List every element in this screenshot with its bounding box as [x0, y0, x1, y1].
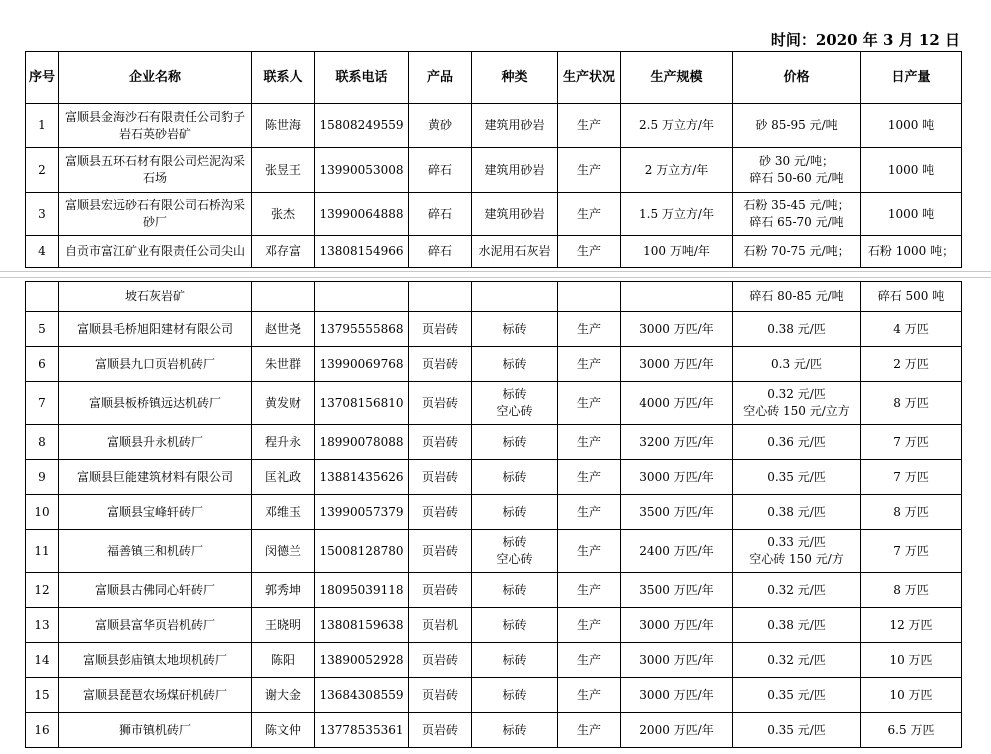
- cell-name: 富顺县彭庙镇太地坝机砖厂: [59, 643, 252, 678]
- cell-no: 14: [26, 643, 59, 678]
- cell-product: 页岩机: [409, 608, 472, 643]
- cell-name: 富顺县宝峰轩砖厂: [59, 495, 252, 530]
- cell-no: 16: [26, 713, 59, 748]
- cell-scale: 3000 万匹/年: [621, 460, 733, 495]
- cell-kind: [472, 530, 558, 573]
- cell-contact: 程升永: [252, 425, 315, 460]
- cell-phone: 18095039118: [315, 573, 409, 608]
- cell-output: 8 万匹: [861, 382, 962, 425]
- cell-price-line: 0.32 元/匹: [767, 582, 826, 597]
- cell-price: [733, 460, 861, 495]
- cell-price: [733, 530, 861, 573]
- cell-scale: 3000 万匹/年: [621, 347, 733, 382]
- cell-scale: 3500 万匹/年: [621, 495, 733, 530]
- cell-price-line: 0.35 元/匹: [767, 469, 826, 484]
- cell-no: 12: [26, 573, 59, 608]
- cell-status: 生产: [558, 495, 621, 530]
- header-product: 产品: [409, 52, 472, 104]
- cell-phone: 18990078088: [315, 425, 409, 460]
- cell-phone: 15808249559: [315, 104, 409, 148]
- cell-phone: 13778535361: [315, 713, 409, 748]
- table-row: [26, 530, 962, 573]
- header-name: 企业名称: [59, 52, 252, 104]
- cell-phone: 13990053008: [315, 148, 409, 193]
- cell-kind-line: 标砖: [502, 387, 527, 401]
- cell-kind: 建筑用砂岩: [472, 193, 558, 236]
- cell-kind: 水泥用石灰岩: [472, 236, 558, 268]
- cell-output: 碎石 500 吨: [861, 282, 962, 312]
- cell-output: 石粉 1000 吨；: [861, 236, 962, 268]
- cell-status: 生产: [558, 713, 621, 748]
- header-price: 价格: [733, 52, 861, 104]
- cell-name: 富顺县金海沙石有限责任公司豹子岩石英砂岩矿: [59, 104, 252, 148]
- cell-kind: [472, 678, 558, 713]
- cell-contact: 陈阳: [252, 643, 315, 678]
- cell-scale: 2 万立方/年: [621, 148, 733, 193]
- cell-kind: [472, 643, 558, 678]
- cell-scale: 3000 万匹/年: [621, 678, 733, 713]
- cell-price: [733, 573, 861, 608]
- cell-status: 生产: [558, 148, 621, 193]
- cell-price-line: 0.33 元/匹: [767, 535, 826, 549]
- cell-name: 富顺县宏远砂石有限公司石桥沟采砂厂: [59, 193, 252, 236]
- table-row: [26, 193, 962, 236]
- cell-kind-line: 标砖: [502, 687, 527, 702]
- header-row: [26, 52, 962, 104]
- cell-no: 10: [26, 495, 59, 530]
- cell-scale: 3500 万匹/年: [621, 573, 733, 608]
- header-kind: 种类: [472, 52, 558, 104]
- cell-product: 页岩砖: [409, 713, 472, 748]
- cell-status: 生产: [558, 382, 621, 425]
- cell-contact: 陈世海: [252, 104, 315, 148]
- table-row: [26, 382, 962, 425]
- table-row: [26, 425, 962, 460]
- cell-status: 生产: [558, 312, 621, 347]
- table-row: [26, 104, 962, 148]
- cell-output: 10 万匹: [861, 678, 962, 713]
- cell-price-line: 0.38 元/匹: [767, 504, 826, 519]
- cell-phone: 13990069768: [315, 347, 409, 382]
- cell-status: 生产: [558, 643, 621, 678]
- cell-price-line: 石粉 35-45 元/吨；: [743, 198, 850, 212]
- cell-price: [733, 193, 861, 236]
- cell-kind: [472, 382, 558, 425]
- cell-status: 生产: [558, 236, 621, 268]
- enterprise-table-part2: [25, 281, 962, 748]
- cell-no: 15: [26, 678, 59, 713]
- cell-kind: [472, 312, 558, 347]
- table-row: [26, 312, 962, 347]
- cell-phone: 15008128780: [315, 530, 409, 573]
- cell-name: 富顺县琵琶农场煤矸机砖厂: [59, 678, 252, 713]
- cell-price: 碎石 80-85 元/吨: [733, 282, 861, 312]
- cell-contact: 张昱王: [252, 148, 315, 193]
- cell-output: 4 万匹: [861, 312, 962, 347]
- cell-phone: 13808159638: [315, 608, 409, 643]
- cell-kind: [472, 460, 558, 495]
- cell-price-line: 0.3 元/匹: [771, 356, 822, 371]
- cell-name: 富顺县古佛同心轩砖厂: [59, 573, 252, 608]
- cell-product: 页岩砖: [409, 347, 472, 382]
- cell-contact: 闵德兰: [252, 530, 315, 573]
- cell-status: 生产: [558, 104, 621, 148]
- cell-kind: [472, 495, 558, 530]
- cell-status: 生产: [558, 573, 621, 608]
- cell-no: 11: [26, 530, 59, 573]
- cell-product: 碎石: [409, 148, 472, 193]
- cell-price-line: 碎石 65-70 元/吨: [749, 215, 844, 229]
- cell-price-line: 0.35 元/匹: [767, 722, 826, 737]
- cell-no: 3: [26, 193, 59, 236]
- cell-name: 坡石灰岩矿: [59, 282, 252, 312]
- cell-product: 页岩砖: [409, 530, 472, 573]
- cell-price-line: 0.32 元/匹: [767, 652, 826, 667]
- cell-contact: 黄发财: [252, 382, 315, 425]
- cell-kind: [472, 425, 558, 460]
- cell-no: 13: [26, 608, 59, 643]
- cell-contact: 陈文仲: [252, 713, 315, 748]
- cell-contact: 王晓明: [252, 608, 315, 643]
- cell-product: 页岩砖: [409, 495, 472, 530]
- cell-status: 生产: [558, 193, 621, 236]
- cell-contact: 邓维玉: [252, 495, 315, 530]
- cell-no: 9: [26, 460, 59, 495]
- cell-price: [733, 643, 861, 678]
- cell-price-line: 0.32 元/匹: [767, 387, 826, 401]
- cell-phone: 13881435626: [315, 460, 409, 495]
- cell-contact: 张杰: [252, 193, 315, 236]
- table-row: [26, 608, 962, 643]
- cell-output: 1000 吨: [861, 148, 962, 193]
- cell-status: 生产: [558, 530, 621, 573]
- cell-name: 富顺县毛桥旭阳建材有限公司: [59, 312, 252, 347]
- cell-price: [733, 148, 861, 193]
- header-phone: 联系电话: [315, 52, 409, 104]
- cell-contact: 谢大金: [252, 678, 315, 713]
- enterprise-table-part1: [25, 51, 962, 268]
- cell-no: 1: [26, 104, 59, 148]
- cell-price-line: 空心砖 150 元/方: [749, 552, 844, 566]
- cell-name: 自贡市富江矿业有限责任公司尖山: [59, 236, 252, 268]
- cell-kind: [472, 573, 558, 608]
- cell-kind-line: 标砖: [502, 504, 527, 519]
- cell-no: 7: [26, 382, 59, 425]
- table-row: [26, 573, 962, 608]
- cell-scale: 3200 万匹/年: [621, 425, 733, 460]
- header-contact: 联系人: [252, 52, 315, 104]
- table-row: [26, 713, 962, 748]
- cell-no: 8: [26, 425, 59, 460]
- cell-output: 2 万匹: [861, 347, 962, 382]
- cell-price-line: 空心砖 150 元/立方: [743, 404, 850, 418]
- cell-price: [733, 495, 861, 530]
- cell-scale: 100 万吨/年: [621, 236, 733, 268]
- cell-kind-line: 空心砖: [496, 552, 533, 566]
- cell-price: [733, 382, 861, 425]
- cell-contact: 朱世群: [252, 347, 315, 382]
- cell-kind-line: 标砖: [502, 582, 527, 597]
- cell-kind-line: 标砖: [502, 356, 527, 371]
- cell-status: 生产: [558, 425, 621, 460]
- page-break: [0, 268, 991, 281]
- header-scale: 生产规模: [621, 52, 733, 104]
- cell-price: [733, 608, 861, 643]
- cell-phone: 13808154966: [315, 236, 409, 268]
- table-row: [26, 236, 962, 268]
- cell-phone: 13795555868: [315, 312, 409, 347]
- cell-output: 10 万匹: [861, 643, 962, 678]
- cell-price-line: 0.38 元/匹: [767, 617, 826, 632]
- cell-output: 1000 吨: [861, 193, 962, 236]
- cell-price-line: 碎石 50-60 元/吨: [749, 171, 844, 185]
- cell-output: 6.5 万匹: [861, 713, 962, 748]
- cell-kind-line: 标砖: [502, 321, 527, 336]
- cell-phone: 13684308559: [315, 678, 409, 713]
- cell-scale: 4000 万匹/年: [621, 382, 733, 425]
- cell-kind: [472, 347, 558, 382]
- cell-phone: 13990064888: [315, 193, 409, 236]
- cell-contact: 邓存富: [252, 236, 315, 268]
- cell-output: 7 万匹: [861, 425, 962, 460]
- cell-price: [733, 236, 861, 268]
- cell-name: 福善镇三和机砖厂: [59, 530, 252, 573]
- header-no: 序号: [26, 52, 59, 104]
- table-row: [26, 678, 962, 713]
- cell-scale: 3000 万匹/年: [621, 643, 733, 678]
- cell-contact: 赵世尧: [252, 312, 315, 347]
- cell-name: 富顺县五环石材有限公司烂泥沟采石场: [59, 148, 252, 193]
- cell-price-line: 0.36 元/匹: [767, 434, 826, 449]
- cell-kind: 建筑用砂岩: [472, 148, 558, 193]
- cell-status: 生产: [558, 608, 621, 643]
- header-status: 生产状况: [558, 52, 621, 104]
- cell-status: 生产: [558, 678, 621, 713]
- cell-price-line: 石粉 70-75 元/吨；: [743, 244, 850, 258]
- cell-kind-line: 标砖: [502, 434, 527, 449]
- date-label: 时间：2020 年 3 月 12 日: [770, 31, 960, 49]
- cell-no: 6: [26, 347, 59, 382]
- cell-phone: 13990057379: [315, 495, 409, 530]
- cell-price-line: 砂 85-95 元/吨: [755, 118, 838, 132]
- cell-scale: 3000 万匹/年: [621, 608, 733, 643]
- cell-scale: 2400 万匹/年: [621, 530, 733, 573]
- cell-product: 页岩砖: [409, 643, 472, 678]
- cell-no: 4: [26, 236, 59, 268]
- cell-product: 页岩砖: [409, 678, 472, 713]
- table-row: [26, 643, 962, 678]
- table-row: [26, 460, 962, 495]
- cell-scale: 2.5 万立方/年: [621, 104, 733, 148]
- cell-product: 黄砂: [409, 104, 472, 148]
- cell-status: 生产: [558, 347, 621, 382]
- table-row: [26, 347, 962, 382]
- cell-no: 2: [26, 148, 59, 193]
- header-output: 日产量: [861, 52, 962, 104]
- cell-product: 页岩砖: [409, 460, 472, 495]
- cell-output: 7 万匹: [861, 530, 962, 573]
- cell-output: 8 万匹: [861, 495, 962, 530]
- cell-name: 富顺县升永机砖厂: [59, 425, 252, 460]
- cell-kind-line: 标砖: [502, 535, 527, 549]
- cell-kind: [472, 713, 558, 748]
- cell-phone: 13708156810: [315, 382, 409, 425]
- cell-kind-line: 标砖: [502, 652, 527, 667]
- cell-name: 富顺县九口页岩机砖厂: [59, 347, 252, 382]
- cell-output: 1000 吨: [861, 104, 962, 148]
- cell-price: [733, 312, 861, 347]
- cell-product: 页岩砖: [409, 312, 472, 347]
- cell-product: 页岩砖: [409, 425, 472, 460]
- cell-name: 富顺县板桥镇远达机砖厂: [59, 382, 252, 425]
- table-row-continuation: [26, 282, 962, 312]
- cell-price: [733, 104, 861, 148]
- cell-price-line: 0.38 元/匹: [767, 321, 826, 336]
- cell-contact: 匡礼政: [252, 460, 315, 495]
- cell-scale: 1.5 万立方/年: [621, 193, 733, 236]
- cell-kind: [472, 608, 558, 643]
- cell-name: 狮市镇机砖厂: [59, 713, 252, 748]
- table-row: [26, 495, 962, 530]
- cell-phone: 13890052928: [315, 643, 409, 678]
- cell-price: [733, 347, 861, 382]
- cell-contact: 郭秀坤: [252, 573, 315, 608]
- cell-product: 页岩砖: [409, 573, 472, 608]
- cell-output: 8 万匹: [861, 573, 962, 608]
- cell-output: 7 万匹: [861, 460, 962, 495]
- cell-kind-line: 标砖: [502, 722, 527, 737]
- cell-scale: 3000 万匹/年: [621, 312, 733, 347]
- cell-price: [733, 713, 861, 748]
- cell-price-line: 砂 30 元/吨；: [759, 154, 834, 168]
- table-row: [26, 148, 962, 193]
- cell-kind-line: 标砖: [502, 617, 527, 632]
- cell-product: 碎石: [409, 236, 472, 268]
- cell-kind-line: 空心砖: [496, 404, 533, 418]
- cell-product: 碎石: [409, 193, 472, 236]
- cell-status: 生产: [558, 460, 621, 495]
- cell-product: 页岩砖: [409, 382, 472, 425]
- cell-scale: 2000 万匹/年: [621, 713, 733, 748]
- cell-price-line: 0.35 元/匹: [767, 687, 826, 702]
- cell-kind-line: 标砖: [502, 469, 527, 484]
- cell-name: 富顺县富华页岩机砖厂: [59, 608, 252, 643]
- cell-name: 富顺县巨能建筑材料有限公司: [59, 460, 252, 495]
- cell-price: [733, 678, 861, 713]
- cell-price: [733, 425, 861, 460]
- cell-no: 5: [26, 312, 59, 347]
- cell-kind: 建筑用砂岩: [472, 104, 558, 148]
- cell-output: 12 万匹: [861, 608, 962, 643]
